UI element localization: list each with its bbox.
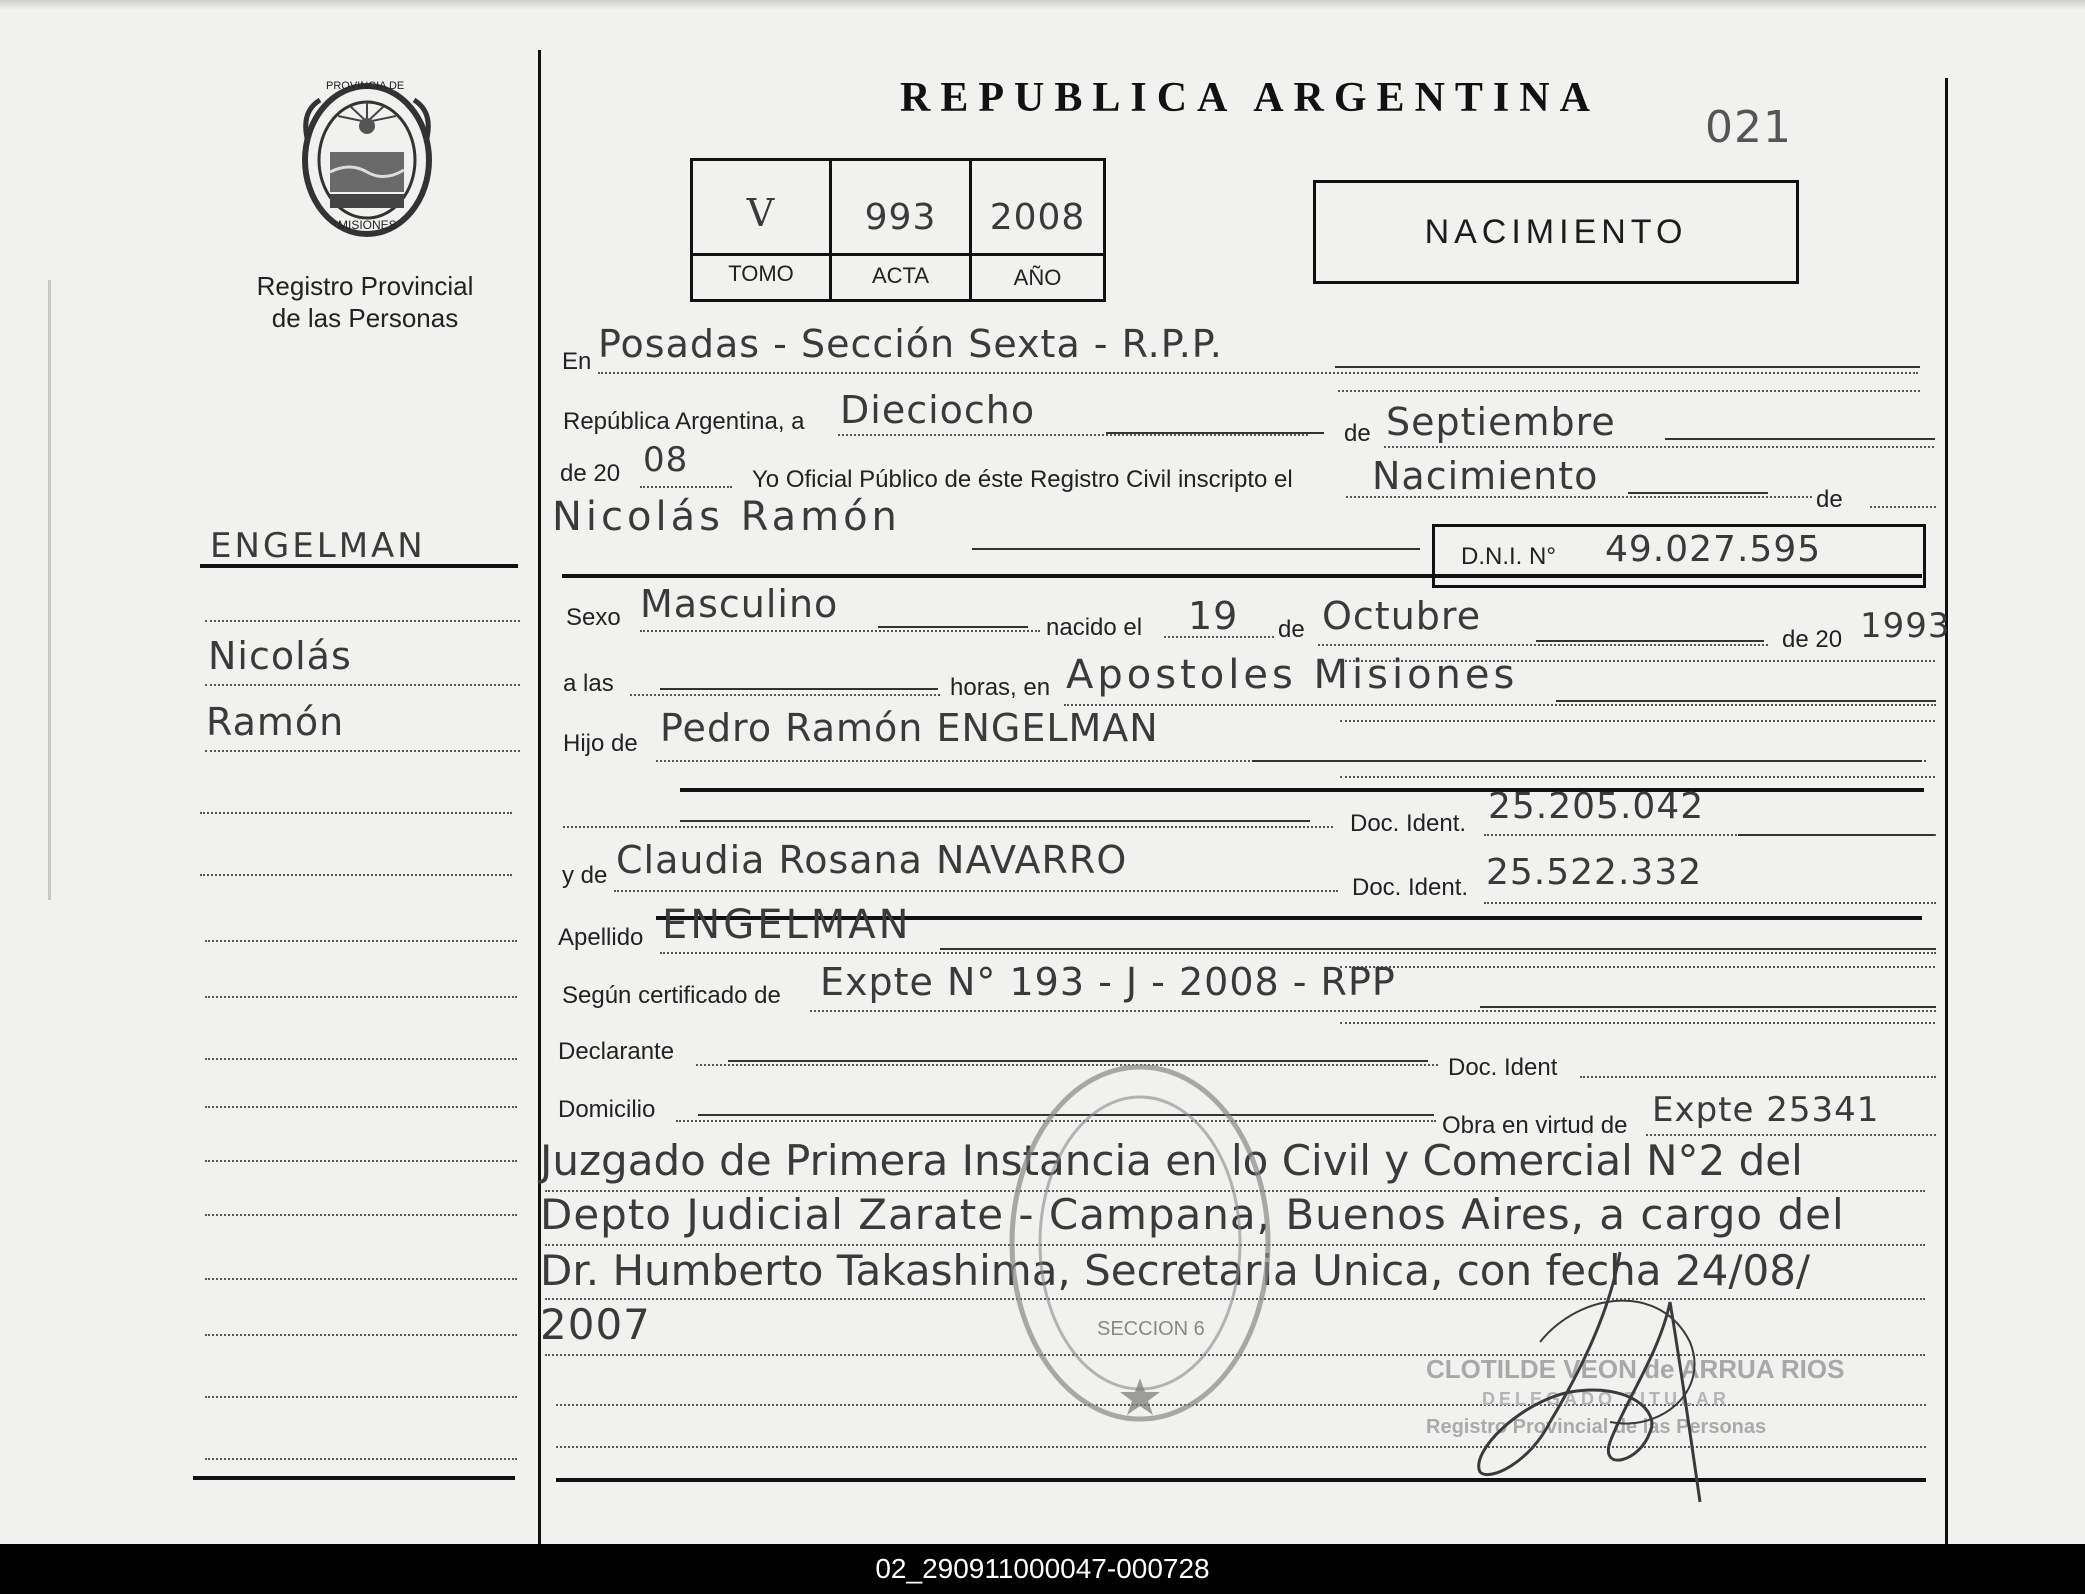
day-value: Dieciocho [840, 388, 1036, 432]
birth-year-label: de 20 [1782, 626, 1843, 653]
country-title: REPUBLICA ARGENTINA [900, 75, 1600, 121]
domicilio-label: Domicilio [558, 1096, 656, 1123]
dni-value: 49.027.595 [1605, 529, 1822, 570]
birth-month-line [1318, 644, 1768, 646]
stamp-line-1: CLOTILDE VEON de ARRUA RIOS [1426, 1354, 1845, 1384]
alas-underline [660, 688, 938, 690]
margin-line [200, 874, 512, 876]
sexo-label: Sexo [566, 604, 621, 631]
year-label: de 20 [560, 460, 621, 487]
segun-underline [1480, 1006, 1936, 1008]
page-top-edge [0, 0, 2085, 10]
margin-line [205, 750, 520, 752]
inscripto-de-line [1870, 506, 1936, 508]
margin-line [205, 1278, 517, 1280]
record-box [690, 158, 1106, 302]
father-doc-pre-line [563, 826, 1333, 828]
apellido-line-2 [1340, 966, 1935, 968]
observation-line-2: Depto Judicial Zarate - Campana, Buenos Aires, a cargo del [540, 1190, 1845, 1239]
day-line [838, 434, 1308, 436]
father-doc-label: Doc. Ident. [1350, 810, 1467, 837]
en-line-2 [1338, 390, 1920, 392]
file-id: 02_290911000047-000728 [875, 1553, 1210, 1584]
en-underline [1335, 366, 1920, 368]
month-value: Septiembre [1386, 400, 1616, 444]
obra-label: Obra en virtud de [1442, 1112, 1628, 1139]
father-doc-underline [1738, 834, 1934, 836]
segun-value: Expte N° 193 - J - 2008 - RPP [820, 960, 1396, 1004]
yde-label: y de [562, 862, 608, 889]
page-number: 021 [1705, 102, 1792, 153]
year-line [640, 486, 732, 488]
father-underline [1252, 760, 1922, 762]
margin-line [205, 684, 520, 686]
republica-label: República Argentina, a [563, 408, 805, 435]
seal-center-text: SECCION 6 [1097, 1318, 1205, 1340]
birth-month-underline [1536, 640, 1764, 642]
footer-bar [0, 1544, 2085, 1594]
observation-line-1: Juzgado de Primera Instancia en lo Civil y Comercial N°2 del [540, 1136, 1803, 1185]
mother-line [614, 890, 1338, 892]
year-value: 08 [643, 440, 689, 480]
birth-place-line-2 [1340, 720, 1935, 722]
margin-line [205, 1058, 517, 1060]
en-line [598, 372, 1918, 374]
birth-month-de-label: de [1278, 616, 1305, 643]
form-right-border [1945, 78, 1948, 1544]
declarante-label: Declarante [558, 1038, 675, 1065]
birth-place-underline [1556, 700, 1936, 702]
obra-value: Expte 25341 [1652, 1090, 1880, 1130]
father-doc-pre-underline [680, 820, 1310, 822]
record-type-box [1313, 180, 1799, 284]
en-label: En [562, 348, 592, 375]
observation-line-4: 2007 [540, 1300, 651, 1349]
registry-name-line1: Registro Provincial [256, 271, 474, 301]
day-underline [1106, 432, 1324, 434]
observation-line-3: Dr. Humberto Takashima, Secretaria Unica, con fecha 24/08/ [540, 1246, 1811, 1295]
stamp-line-3: Registro Provincial de las Personas [1426, 1416, 1767, 1438]
seal-text-bottom: MISIONES [338, 218, 397, 232]
margin-line [205, 940, 517, 942]
margin-given-name-2: Ramón [206, 700, 345, 744]
name-value: Nicolás Ramón [552, 494, 901, 540]
dni-label: D.N.I. N° [1461, 543, 1556, 570]
margin-surname: ENGELMAN [210, 526, 426, 566]
month-de-label: de [1344, 420, 1371, 447]
handwritten-signature [1460, 1232, 1760, 1512]
stamp-line-2: DELEGADO TITULAR [1482, 1389, 1730, 1409]
margin-line [205, 996, 517, 998]
alas-line [630, 694, 940, 696]
margin-line [200, 812, 512, 814]
provincial-seal [290, 72, 445, 242]
inscripto-underline [1628, 492, 1768, 494]
birth-place-line [1064, 704, 1936, 706]
name-underline [972, 548, 1420, 550]
registry-name-line2: de las Personas [271, 303, 459, 333]
record-type: NACIMIENTO [1424, 213, 1688, 251]
name-section-divider [562, 574, 1922, 578]
margin-line [205, 1458, 517, 1460]
birth-year-value: 1993 [1860, 606, 1951, 646]
margin-line [205, 1160, 517, 1162]
month-line [1384, 446, 1934, 448]
apellido-line [660, 952, 1936, 954]
birth-place: Apostoles Misiones [1066, 652, 1519, 698]
father-doc: 25.205.042 [1488, 786, 1705, 827]
hijo-label: Hijo de [563, 730, 638, 757]
mother-doc-line [1484, 902, 1936, 904]
margin-bottom-line [193, 1476, 515, 1480]
apellido-underline [940, 948, 1936, 950]
horas-label: horas, en [950, 674, 1051, 701]
registry-name [230, 270, 500, 334]
segun-label: Según certificado de [562, 982, 781, 1009]
declarante-doc-line [1580, 1076, 1936, 1078]
anio-label: AÑO [1013, 265, 1062, 290]
father-section-divider [680, 788, 1924, 792]
tomo-label: TOMO [728, 261, 794, 286]
margin-line [205, 620, 520, 622]
birth-month: Octubre [1322, 594, 1482, 638]
margin-line [205, 1334, 517, 1336]
declarante-doc-label: Doc. Ident [1448, 1054, 1558, 1081]
acta-label: ACTA [871, 263, 930, 288]
inscripto-de-label: de [1816, 486, 1843, 513]
alas-label: a las [563, 670, 614, 697]
margin-surname-line [200, 564, 518, 568]
nacido-label: nacido el [1046, 614, 1143, 641]
father-line-2 [1340, 776, 1935, 778]
oficial-label: Yo Oficial Público de éste Registro Civil inscripto el [752, 466, 1293, 493]
tomo-value: V [746, 191, 776, 235]
page-left-edge [48, 280, 51, 900]
margin-line [205, 1214, 517, 1216]
official-round-seal [1005, 1058, 1275, 1428]
father-value: Pedro Ramón ENGELMAN [660, 706, 1159, 750]
segun-line [810, 1010, 1936, 1012]
sexo-value: Masculino [640, 582, 839, 626]
seal-text-top: PROVINCIA DE [326, 80, 405, 92]
month-underline [1665, 438, 1935, 440]
sexo-line [640, 630, 1040, 632]
sexo-underline [878, 626, 1028, 628]
mother-doc: 25.522.332 [1486, 852, 1703, 893]
dni-box [1432, 524, 1926, 588]
en-value: Posadas - Sección Sexta - R.P.P. [598, 322, 1223, 366]
anio-value: 2008 [989, 197, 1086, 238]
inscripto-value: Nacimiento [1372, 454, 1599, 498]
acta-value: 993 [864, 197, 937, 238]
mother-value: Claudia Rosana NAVARRO [616, 838, 1128, 882]
margin-given-name-1: Nicolás [208, 634, 352, 678]
apellido-value: ENGELMAN [662, 902, 912, 948]
birth-day-line [1164, 636, 1274, 638]
margin-line [205, 1106, 517, 1108]
birth-day: 19 [1188, 594, 1239, 638]
apellido-label: Apellido [558, 924, 644, 951]
segun-line-2 [1340, 1022, 1935, 1024]
margin-line [205, 1396, 517, 1398]
mother-doc-label: Doc. Ident. [1352, 874, 1469, 901]
